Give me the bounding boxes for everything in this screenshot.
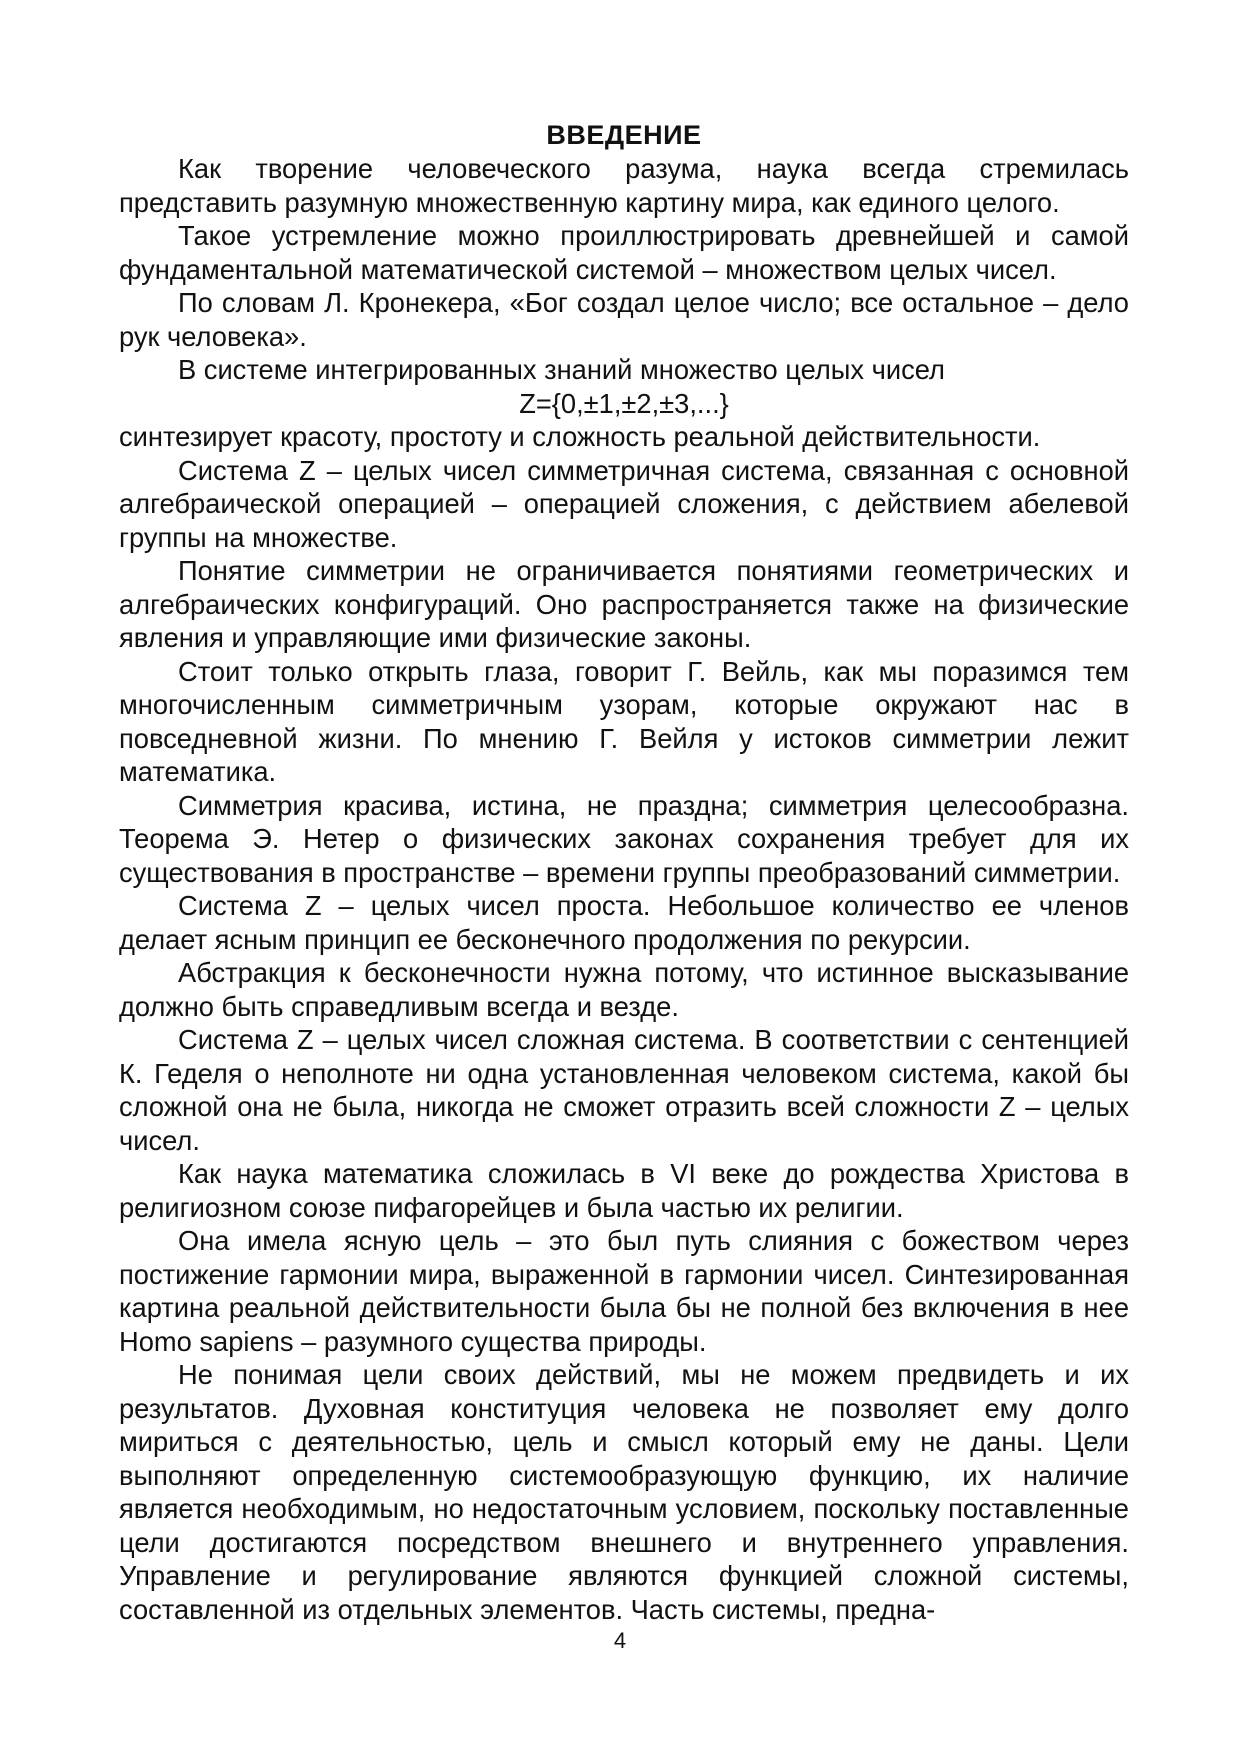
paragraph: Понятие симметрии не ограничивается понятиями геометрических и алгебраических конфигураций. Оно распространяется также на физические явления и управляющие ими физические законы. bbox=[119, 555, 1129, 653]
paragraph: Абстракция к бесконечности нужна потому, что истинное высказывание должно быть справедливым всегда и везде. bbox=[119, 957, 1129, 1022]
paragraph: Не понимая цели своих действий, мы не можем предвидеть и их результатов. Духовная конституция человека не позволяет ему долго мириться с деятельностью, цель и смысл который ему не даны. Цели выполняют определенную системообразующую функцию, их наличие является необходимым, но недостаточным условием, поскольку поставленные цели достигаются посредством внешнего и внутреннего управления. Управление и регулирование являются функцией сложной системы, составленной из отдельных элементов. Часть системы, предна- bbox=[119, 1359, 1129, 1625]
paragraph: Она имела ясную цель – это был путь слияния с божеством через постижение гармонии мира, выраженной в гармонии чисел. Синтезированная картина реальной действительности была бы не полной без включения в нее Homo sapiens – разумного существа природы. bbox=[119, 1225, 1129, 1357]
page-number: 4 bbox=[613, 1628, 627, 1653]
paragraph: Как наука математика сложилась в VI веке до рождества Христова в религиозном союзе пифагорейцев и была частью их религии. bbox=[119, 1158, 1129, 1223]
paragraph: Как творение человеческого разума, наука всегда стремилась представить разумную множественную картину мира, как единого целого. bbox=[119, 153, 1129, 218]
paragraph: Стоит только открыть глаза, говорит Г. Вейль, как мы поразимся тем многочисленным симметричным узорам, которые окружают нас в повседневной жизни. По мнению Г. Вейля у истоков симметрии лежит математика. bbox=[119, 655, 1129, 787]
formula: Z={0,±1,±2,±3,...} bbox=[519, 387, 729, 419]
body-text bbox=[119, 152, 1129, 1626]
paragraph: В системе интегрированных знаний множество целых чисел bbox=[178, 354, 945, 385]
paragraph: Такое устремление можно проиллюстрировать древнейшей и самой фундаментальной математической системой – множеством целых чисел. bbox=[119, 220, 1129, 285]
paragraph: Система Z – целых чисел проста. Небольшое количество ее членов делает ясным принцип ее бесконечного продолжения по рекурсии. bbox=[119, 890, 1129, 955]
paragraph: Система Z – целых чисел симметричная система, связанная с основной алгебраической операцией – операцией сложения, с действием абелевой группы на множестве. bbox=[119, 454, 1129, 553]
paragraph: Симметрия красива, истина, не праздна; симметрия целесообразна. Теорема Э. Нетер о физических законах сохранения требует для их существования в пространстве – времени группы преобразований симметрии. bbox=[119, 789, 1129, 888]
paragraph: Система Z – целых чисел сложная система. В соответствии с сентенцией К. Геделя о неполноте ни одна установленная человеком система, какой бы сложной она не была, никогда не сможет отразить всей сложности Z – целых чисел. bbox=[119, 1024, 1129, 1156]
paragraph: синтезирует красоту, простоту и сложность реальной действительности. bbox=[119, 421, 1041, 452]
document-page bbox=[119, 118, 1129, 1626]
paragraph: По словам Л. Кронекера, «Бог создал целое число; все остальное – дело рук человека». bbox=[119, 287, 1129, 352]
section-title: ВВЕДЕНИЕ bbox=[546, 120, 702, 150]
